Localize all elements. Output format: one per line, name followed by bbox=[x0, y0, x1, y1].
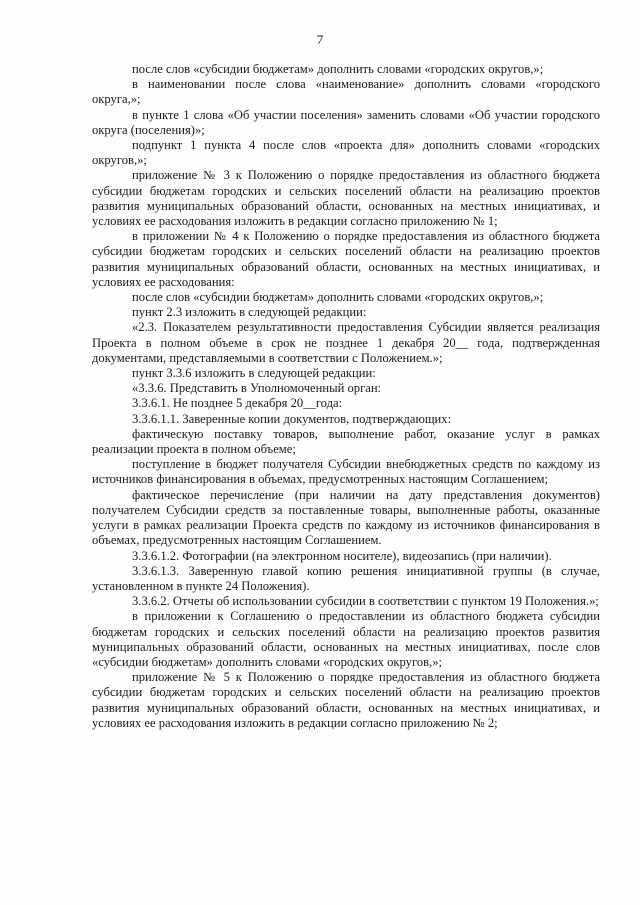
paragraph: в приложении к Соглашению о предоставлении из областного бюджета субсидии бюджетам городских и сельских поселений области на реализацию проектов развития муниципальных образований области, основанных на местных инициативах, после слов «субсидии бюджетам» дополнить словами «городских округов,»; bbox=[92, 609, 600, 669]
paragraph: 3.3.6.1.1. Заверенные копии документов, подтверждающих: bbox=[132, 411, 452, 426]
paragraph: поступление в бюджет получателя Субсидии внебюджетных средств по каждому из источников финансирования в объемах, предусмотренных настоящим Соглашением; bbox=[92, 457, 600, 487]
paragraph: 3.3.6.1.2. Фотографии (на электронном носителе), видеозапись (при наличии). bbox=[132, 548, 552, 563]
paragraph: после слов «субсидии бюджетам» дополнить словами «городских округов,»; bbox=[132, 62, 544, 76]
paragraph: в пункте 1 слова «Об участии поселения» заменить словами «Об участии городского округа (поселения)»; bbox=[92, 107, 600, 137]
paragraph: после слов «субсидии бюджетам» дополнить словами «городских округов,»; bbox=[132, 290, 544, 305]
paragraph: 3.3.6.1.3. Заверенную главой копию решения инициативной группы (в случае, установленном в пункте 24 Положения). bbox=[92, 563, 600, 593]
paragraph: в приложении № 4 к Положению о порядке предоставления из областного бюджета субсидии бюджетам городских и сельских поселений области на реализацию проектов развития муниципальных образований области, основанных на местных инициативах, и условиях ее расходования: bbox=[92, 229, 600, 289]
paragraph: в наименовании после слова «наименование» дополнить словами «городского округа,»; bbox=[92, 77, 600, 107]
paragraph: приложение № 5 к Положению о порядке предоставления из областного бюджета субсидии бюджетам городских и сельских поселений области на реализацию проектов развития муниципальных образований области, основанных на местных инициативах, и условиях ее расходования изложить в редакции согласно приложению № 2; bbox=[92, 670, 600, 730]
paragraph: фактическое перечисление (при наличии на дату представления документов) получателем Субсидии средств за поставленные товары, выполненные работы, оказанные услуги в рамках реализации Проекта средств по каждому из источников финансирования в объемах, предусмотренных настоящим Соглашением. bbox=[92, 487, 600, 548]
paragraph: «3.3.6. Представить в Уполномоченный орган: bbox=[132, 381, 382, 396]
paragraph: пункт 3.3.6 изложить в следующей редакции: bbox=[132, 366, 376, 381]
paragraph: подпункт 1 пункта 4 после слов «проекта для» дополнить словами «городских округов,»; bbox=[92, 138, 600, 168]
paragraph: «2.3. Показателем результативности предоставления Субсидии является реализация Проекта в полном объеме в срок не позднее 1 декабря 20__ года, подтвержденная документами, представляемыми в соответствии с Положением.»; bbox=[92, 320, 600, 365]
paragraph: 3.3.6.2. Отчеты об использовании субсидии в соответствии с пунктом 19 Положения.»; bbox=[132, 594, 599, 609]
paragraph: 3.3.6.1. Не позднее 5 декабря 20__года: bbox=[132, 396, 343, 411]
paragraph: приложение № 3 к Положению о порядке предоставления из областного бюджета субсидии бюджетам городских и сельских поселений области на реализацию проектов развития муниципальных образований области, основанных на местных инициативах, и условиях ее расходования изложить в редакции согласно приложению № 1; bbox=[92, 168, 600, 229]
paragraph: пункт 2.3 изложить в следующей редакции: bbox=[132, 305, 367, 320]
paragraph: фактическую поставку товаров, выполнение работ, оказание услуг в рамках реализации проекта в полном объеме; bbox=[92, 426, 600, 457]
page-number: 7 bbox=[316, 32, 324, 47]
document-body bbox=[92, 62, 600, 731]
